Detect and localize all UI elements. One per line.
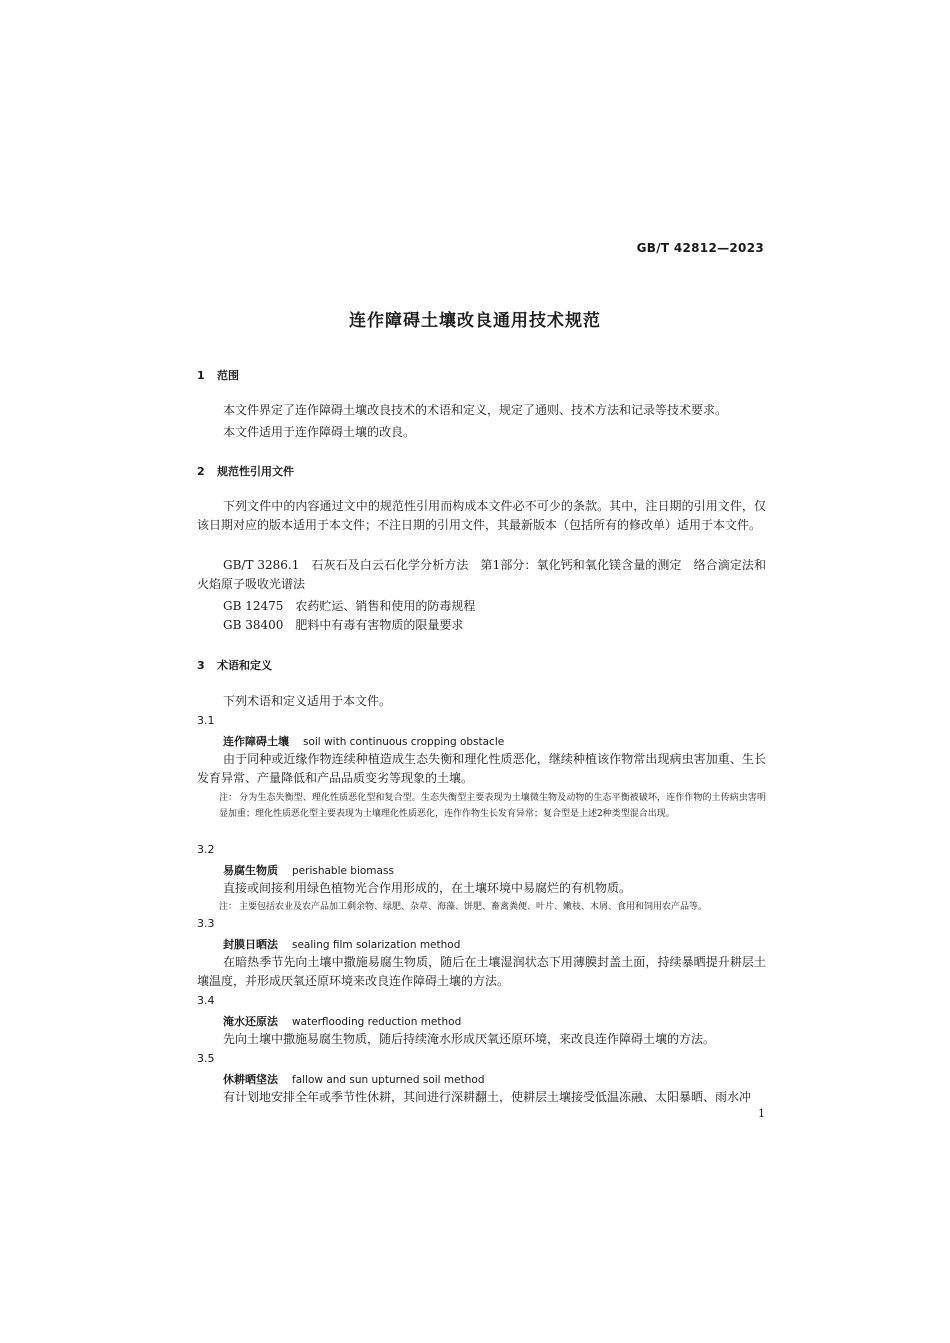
term-chinese: 封膜日晒法 bbox=[223, 938, 278, 951]
term-definition: 有计划地安排全年或季节性休耕，其间进行深耕翻土，使耕层土壤接受低温冻融、太阳暴晒、雨水冲 bbox=[223, 1090, 752, 1104]
term-english: perishable biomass bbox=[292, 865, 394, 877]
term-note bbox=[219, 899, 766, 915]
reference-item bbox=[197, 616, 766, 635]
term-definition: 在暗热季节先向土壤中撒施易腐生物质，随后在土壤湿润状态下用薄膜封盖土面，持续暴晒提升耕层土壤温度，并形成厌氧还原环境来改良连作障碍土壤的方法。 bbox=[197, 955, 766, 988]
section-heading-normative bbox=[197, 463, 294, 479]
note-label: 注： bbox=[219, 793, 238, 803]
scope-paragraph-1: 本文件界定了连作障碍土壤改良技术的术语和定义，规定了通则、技术方法和记录等技术要求。 bbox=[223, 403, 728, 417]
note-text: 分为生态失衡型、理化性质恶化型和复合型。生态失衡型主要表现为土壤微生物及动物的生态平衡被破坏，连作作物的土传病虫害明显加重；理化性质恶化型主要表现为土壤理化性质恶化，连作作物生长发育异常；复合型是上述2种类型混合出现。 bbox=[219, 793, 766, 819]
section-number: 3 bbox=[197, 659, 205, 672]
term-entry bbox=[223, 733, 504, 749]
term-definition: 直接或间接利用绿色植物光合作用形成的，在土壤环境中易腐烂的有机物质。 bbox=[223, 881, 632, 895]
reference-code: GB 38400 bbox=[223, 618, 284, 632]
clause-number: 3.1 bbox=[197, 714, 215, 727]
term-chinese: 休耕晒垡法 bbox=[223, 1073, 278, 1086]
clause-number: 3.4 bbox=[197, 994, 215, 1007]
section-title: 术语和定义 bbox=[217, 659, 272, 672]
term-entry bbox=[223, 1071, 484, 1087]
note-label: 注： bbox=[219, 902, 238, 912]
terms-intro: 下列术语和定义适用于本文件。 bbox=[223, 694, 392, 708]
clause-number: 3.3 bbox=[197, 917, 215, 930]
term-english: soil with continuous cropping obstacle bbox=[303, 736, 505, 748]
term-english: fallow and sun upturned soil method bbox=[292, 1074, 485, 1086]
scope-paragraph-2: 本文件适用于连作障碍土壤的改良。 bbox=[223, 425, 416, 439]
reference-code: GB/T 3286.1 bbox=[223, 558, 300, 572]
term-note bbox=[219, 790, 766, 822]
note-text: 主要包括农业及农产品加工剩余物、绿肥、杂草、海藻、饼肥、畜禽粪便、叶片、嫩枝、木屑、食用和饲用农产品等。 bbox=[239, 902, 708, 912]
term-definition: 由于同种或近缘作物连续种植造成生态失衡和理化性质恶化，继续种植该作物常出现病虫害加重、生长发育异常、产量降低和产品品质变劣等现象的土壤。 bbox=[197, 752, 766, 785]
standard-number: GB/T 42812—2023 bbox=[636, 241, 764, 255]
section-title: 规范性引用文件 bbox=[217, 465, 294, 478]
term-entry bbox=[223, 1013, 461, 1029]
term-entry bbox=[223, 862, 394, 878]
reference-item bbox=[197, 556, 766, 594]
reference-name: 农药贮运、销售和使用的防毒规程 bbox=[295, 599, 476, 613]
term-chinese: 淹水还原法 bbox=[223, 1015, 278, 1028]
section-title: 范围 bbox=[217, 369, 239, 382]
normative-intro: 下列文件中的内容通过文中的规范性引用而构成本文件必不可少的条款。其中，注日期的引用文件，仅该日期对应的版本适用于本文件；不注日期的引用文件，其最新版本（包括所有的修改单）适用于本文件。 bbox=[197, 499, 766, 532]
term-definition: 先向土壤中撒施易腐生物质，随后持续淹水形成厌氧还原环境，来改良连作障碍土壤的方法。 bbox=[223, 1032, 716, 1046]
section-number: 1 bbox=[197, 369, 205, 382]
reference-code: GB 12475 bbox=[223, 599, 284, 613]
section-number: 2 bbox=[197, 465, 205, 478]
document-title: 连作障碍土壤改良通用技术规范 bbox=[349, 311, 601, 331]
term-entry bbox=[223, 936, 460, 952]
reference-name: 肥料中有毒有害物质的限量要求 bbox=[295, 618, 464, 632]
term-chinese: 易腐生物质 bbox=[223, 864, 278, 877]
section-heading-scope bbox=[197, 367, 239, 383]
reference-item bbox=[197, 597, 766, 616]
reference-name: 石灰石及白云石化学分析方法 第1部分：氧化钙和氧化镁含量的测定 络合滴定法和火焰原子吸收光谱法 bbox=[197, 558, 766, 591]
page-number: 1 bbox=[758, 1107, 765, 1120]
term-chinese: 连作障碍土壤 bbox=[223, 735, 289, 748]
section-heading-terms bbox=[197, 657, 272, 673]
term-english: waterflooding reduction method bbox=[292, 1016, 462, 1028]
clause-number: 3.5 bbox=[197, 1052, 215, 1065]
clause-number: 3.2 bbox=[197, 843, 215, 856]
term-english: sealing film solarization method bbox=[292, 939, 461, 951]
